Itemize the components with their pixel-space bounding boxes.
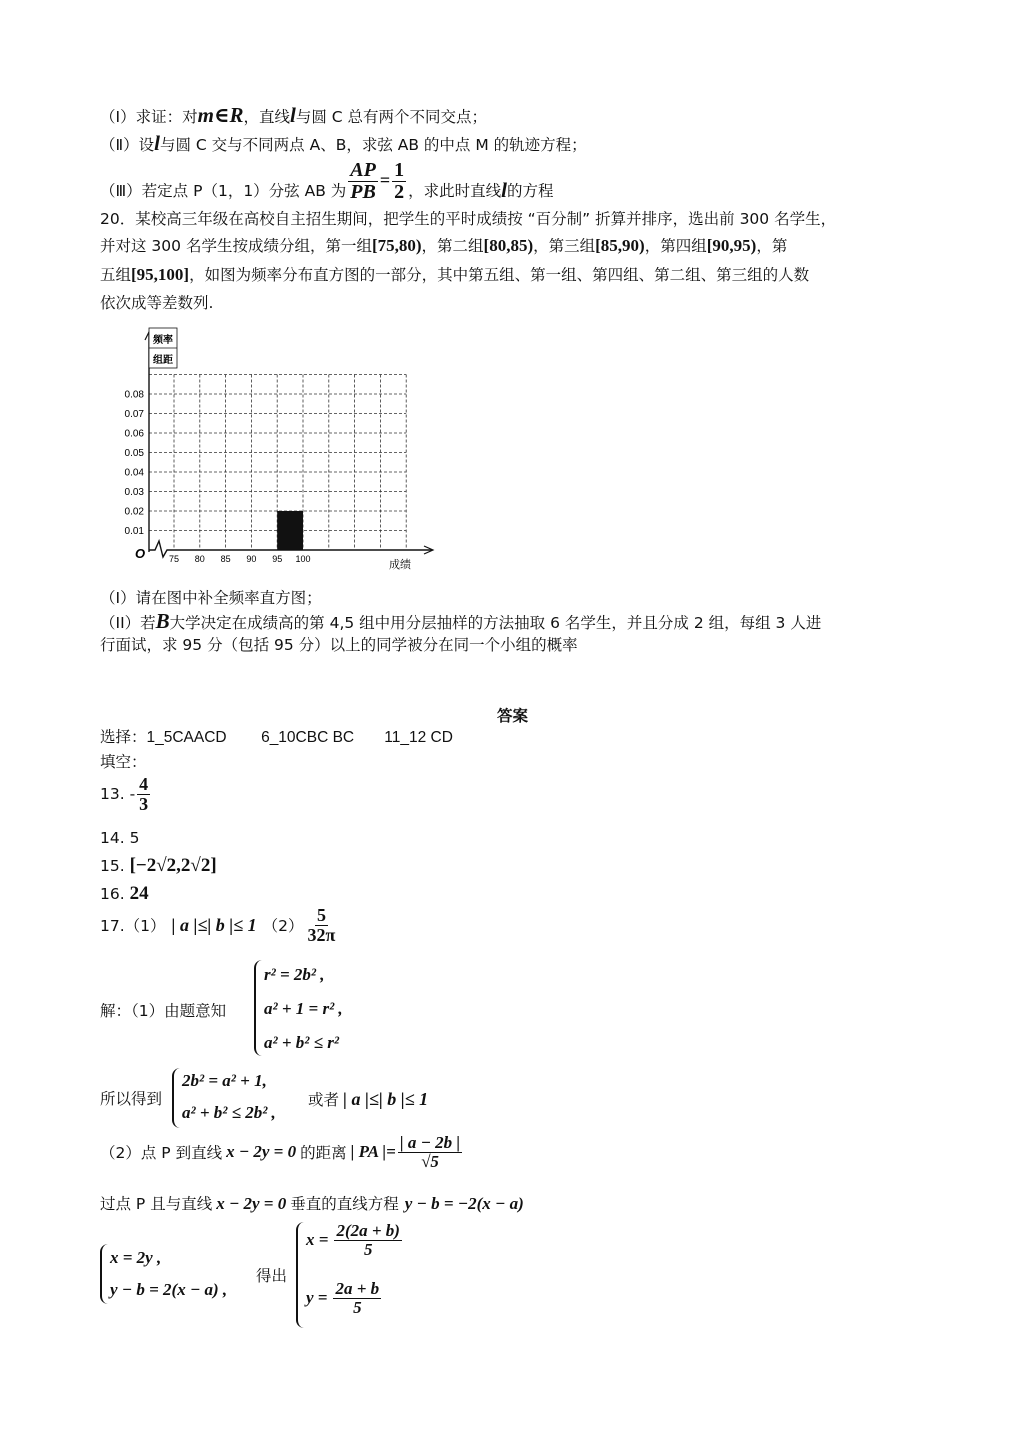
xlabel: 成绩 xyxy=(389,559,411,571)
x-tick-label: 100 xyxy=(295,554,311,564)
answer-13: 13. - $\frac{4}{3}$ xyxy=(100,774,149,814)
answer-15: 15. [−2√2,2√2] xyxy=(100,855,217,876)
x-fraction: $\frac{2(2a + b)}{5}$ xyxy=(336,1221,400,1259)
system3-brace xyxy=(100,1244,108,1304)
system3-eq2: y − b = 2(x − a) , xyxy=(110,1280,228,1299)
system2-eq2: a² + b² ≤ 2b² , xyxy=(182,1103,276,1122)
q20-line4: 依次成等差数列. xyxy=(100,294,214,312)
x-tick-label: 80 xyxy=(194,554,205,564)
q20-line3: 五组[95,100]，如图为频率分布直方图的一部分，其中第五组、第一组、第四组、第二组、第三组的人数 xyxy=(100,265,810,284)
answers-fill: 填空： xyxy=(100,753,147,771)
x-tick-labels xyxy=(169,554,311,564)
system4-x: x = $\frac{2(2a + b)}{5}$ xyxy=(306,1221,400,1259)
origin-label: O xyxy=(134,546,146,561)
answers-title: 答案 xyxy=(497,707,529,725)
q20-line1: 20．某校高三年级在高校自主招生期间，把学生的平时成绩按 “百分制” 折算并排序，选出前 300 名学生， xyxy=(100,210,837,228)
x-tick-label: 85 xyxy=(220,554,231,564)
q19-part2: （Ⅱ）设l与圆 C 交与不同两点 A、B，求弦 AB 的中点 M 的轨迹方程； xyxy=(100,131,587,155)
yields-label: 得出 xyxy=(256,1267,288,1285)
distance-fraction: $\frac{| a - 2b |}{√5}$ xyxy=(399,1133,461,1171)
answer-16: 16. 24 xyxy=(100,883,149,904)
y-tick-labels xyxy=(125,390,145,538)
solution-part2-distance: （2）点 P 到直线 x − 2y = 0 的距离 | PA |= $\frac{| a - 2b |}{√5}$ xyxy=(100,1133,461,1171)
answer-14: 14. 5 xyxy=(100,829,140,847)
q19-part1: （Ⅰ）求证：对m∈R，直线l与圆 C 总有两个不同交点； xyxy=(100,103,488,127)
y-tick-label: 0.02 xyxy=(124,506,144,518)
histogram-bar xyxy=(277,511,303,550)
frequency-histogram xyxy=(100,326,440,576)
y-tick-label: 0.03 xyxy=(124,487,144,498)
y-tick-label: 0.06 xyxy=(124,428,144,440)
answer-13-fraction: $\frac{4}{3}$ xyxy=(139,774,149,814)
system1-brace xyxy=(254,960,262,1056)
half-fraction: $\frac{1}{2}$ xyxy=(394,159,405,203)
system2-eq1: 2b² = a² + 1, xyxy=(182,1071,267,1090)
x-tick-label: 90 xyxy=(246,554,257,564)
q20-sub2-line2: 行面试，求 95 分（包括 95 分）以上的同学被分在同一个小组的概率 xyxy=(100,636,578,654)
system1-eq1: r² = 2b² , xyxy=(264,965,325,984)
system4-brace xyxy=(296,1222,304,1328)
perpendicular-line: 过点 P 且与直线 x − 2y = 0 垂直的直线方程 y − b = −2(x − a) xyxy=(100,1194,524,1213)
y-tick-label: 0.07 xyxy=(124,409,144,420)
solution-part1-label: 解：（1）由题意知 xyxy=(100,1002,227,1020)
ylabel-bottom: 组距 xyxy=(153,355,173,366)
answer-17-fraction: $\frac{5}{32\pi}$ xyxy=(307,905,336,945)
x-tick-label: 95 xyxy=(272,554,283,564)
q20-sub2: （II）若B大学决定在成绩高的第 4,5 组中用分层抽样的方法抽取 6 名学生，并且分成 2 组，每组 3 人进 xyxy=(100,609,822,633)
y-tick-label: 0.04 xyxy=(124,467,144,479)
ratio-fraction: $\frac{AP}{PB}$ xyxy=(350,159,376,203)
q19-part3: （Ⅲ）若定点 P（1，1）分弦 AB 为 $\frac{AP}{PB}$ = $\frac{1}{2}$ ，求此时直线 l 的方程 xyxy=(100,159,554,203)
x-tick-label: 75 xyxy=(168,554,180,564)
system1-eq2: a² + 1 = r² , xyxy=(264,999,343,1018)
q20-line2: 并对这 300 名学生按成绩分组，第一组[75,80)，第二组[80,85)，第三组[85,90)，第四组[90,95)，第 xyxy=(100,236,788,255)
system3-eq1: x = 2y , xyxy=(110,1248,162,1267)
y-fraction: $\frac{2a + b}{5}$ xyxy=(335,1279,380,1317)
y-tick-label: 0.08 xyxy=(124,389,144,401)
answers-choice: 选择：1_5CAACD 6_10CBC BC 11_12 CD xyxy=(100,729,453,746)
system2-brace xyxy=(172,1068,180,1128)
y-tick-label: 0.05 xyxy=(124,448,144,459)
system4-y: y = $\frac{2a + b}{5}$ xyxy=(306,1279,380,1317)
derive-label: 所以得到 xyxy=(100,1090,163,1108)
histogram-bars xyxy=(277,511,303,550)
q20-sub1: （I）请在图中补全频率直方图； xyxy=(100,589,322,607)
or-result: 或者 | a |≤| b |≤ 1 xyxy=(308,1089,429,1109)
answer-17: 17.（1） | a |≤| b |≤ 1 （2） $\frac{5}{32\pi}$ xyxy=(100,905,336,945)
ylabel-top: 频率 xyxy=(153,335,173,346)
system1-eq3: a² + b² ≤ r² xyxy=(264,1033,339,1052)
y-tick-label: 0.01 xyxy=(124,526,144,537)
